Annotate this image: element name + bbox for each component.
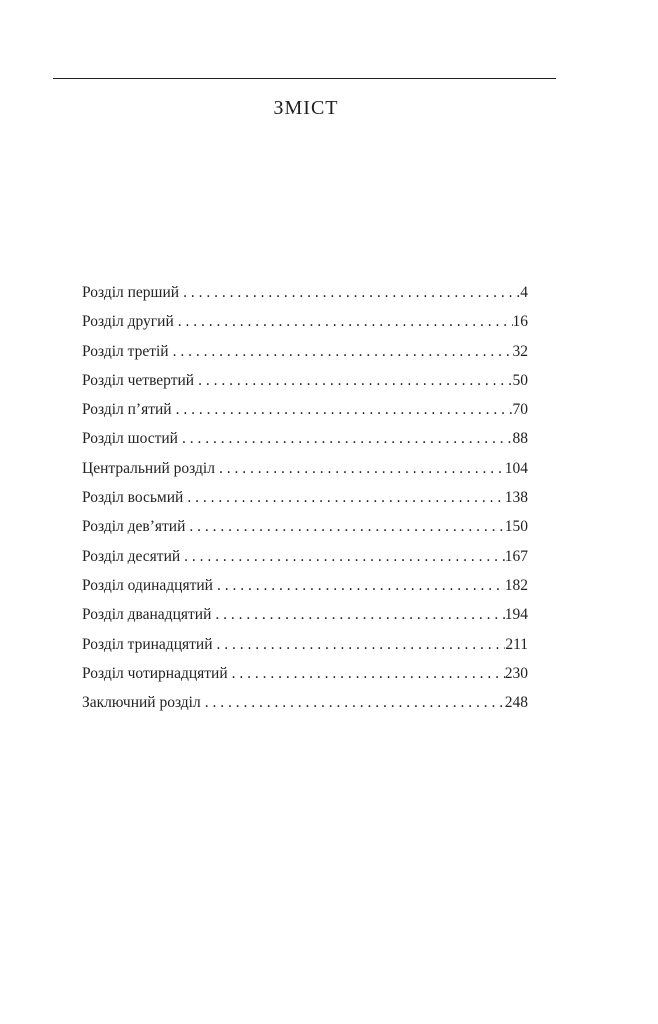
toc-entry-title: Розділ третій xyxy=(82,342,169,360)
toc-entry-page: 182 xyxy=(504,576,528,594)
toc-entry-page: 230 xyxy=(504,664,528,682)
toc-entry[interactable] xyxy=(82,430,528,459)
toc-entry[interactable] xyxy=(82,665,528,694)
toc-entry[interactable] xyxy=(82,343,528,372)
toc-entry-page: 211 xyxy=(505,635,528,653)
toc-entry-title: Розділ дев’ятий xyxy=(82,518,186,536)
toc-entry[interactable] xyxy=(82,694,528,723)
dot-leader xyxy=(185,518,504,536)
toc-entry[interactable] xyxy=(82,606,528,635)
toc-entry-title: Центральний розділ xyxy=(82,459,215,477)
toc-entry-page: 50 xyxy=(512,371,528,389)
toc-entry-title: Розділ перший xyxy=(82,284,180,301)
dot-leader xyxy=(179,284,520,302)
toc-entry[interactable] xyxy=(82,372,528,401)
toc-entry-page: 248 xyxy=(504,694,528,712)
toc-entry-title: Розділ другий xyxy=(82,313,174,331)
toc-entry[interactable] xyxy=(82,577,528,606)
dot-leader xyxy=(180,548,505,566)
toc-entry-page: 167 xyxy=(504,547,528,565)
dot-leader xyxy=(213,577,505,595)
toc-entry-title: Розділ тринадцятий xyxy=(82,635,213,653)
toc-entry-title: Заключний розділ xyxy=(82,694,201,712)
toc-entry-page: 138 xyxy=(504,489,528,507)
toc-entry-title: Розділ четвертий xyxy=(82,371,195,389)
toc-entry-title: Розділ чотирнадцятий xyxy=(82,664,228,682)
toc-entry-page: 70 xyxy=(512,401,528,419)
toc-entry-page: 150 xyxy=(504,518,528,536)
dot-leader xyxy=(183,489,504,507)
toc-entry-title: Розділ одинадцятий xyxy=(82,576,213,594)
toc-entry[interactable] xyxy=(82,460,528,489)
toc-entry-title: Розділ дванадцятий xyxy=(82,606,212,624)
dot-leader xyxy=(201,694,505,712)
dot-leader xyxy=(228,665,505,683)
toc-entry[interactable] xyxy=(82,518,528,547)
page-title: ЗМІСТ xyxy=(273,97,339,119)
toc-entry-title: Розділ десятий xyxy=(82,547,181,565)
toc-entry-title: Розділ шостий xyxy=(82,430,178,448)
toc-entry[interactable] xyxy=(82,313,528,342)
dot-leader xyxy=(169,343,513,361)
dot-leader xyxy=(172,401,513,419)
toc-entry-page: 104 xyxy=(504,459,528,477)
table-of-contents xyxy=(82,284,528,723)
toc-entry[interactable] xyxy=(82,636,528,665)
toc-entry-page: 32 xyxy=(512,342,528,360)
toc-entry[interactable] xyxy=(82,489,528,518)
header-rule xyxy=(53,78,556,79)
toc-entry-title: Розділ восьмий xyxy=(82,489,184,507)
dot-leader xyxy=(215,460,505,478)
dot-leader xyxy=(178,430,513,448)
toc-entry[interactable] xyxy=(82,548,528,577)
toc-entry-title: Розділ п’ятий xyxy=(82,401,172,419)
dot-leader xyxy=(174,313,513,331)
dot-leader xyxy=(211,606,504,624)
toc-entry[interactable] xyxy=(82,284,528,313)
toc-entry-page: 4 xyxy=(520,284,528,301)
toc-entry-page: 88 xyxy=(512,430,528,448)
dot-leader xyxy=(194,372,512,390)
toc-entry-page: 194 xyxy=(504,606,528,624)
dot-leader xyxy=(213,636,506,654)
toc-entry-page: 16 xyxy=(512,313,528,331)
toc-entry[interactable] xyxy=(82,401,528,430)
